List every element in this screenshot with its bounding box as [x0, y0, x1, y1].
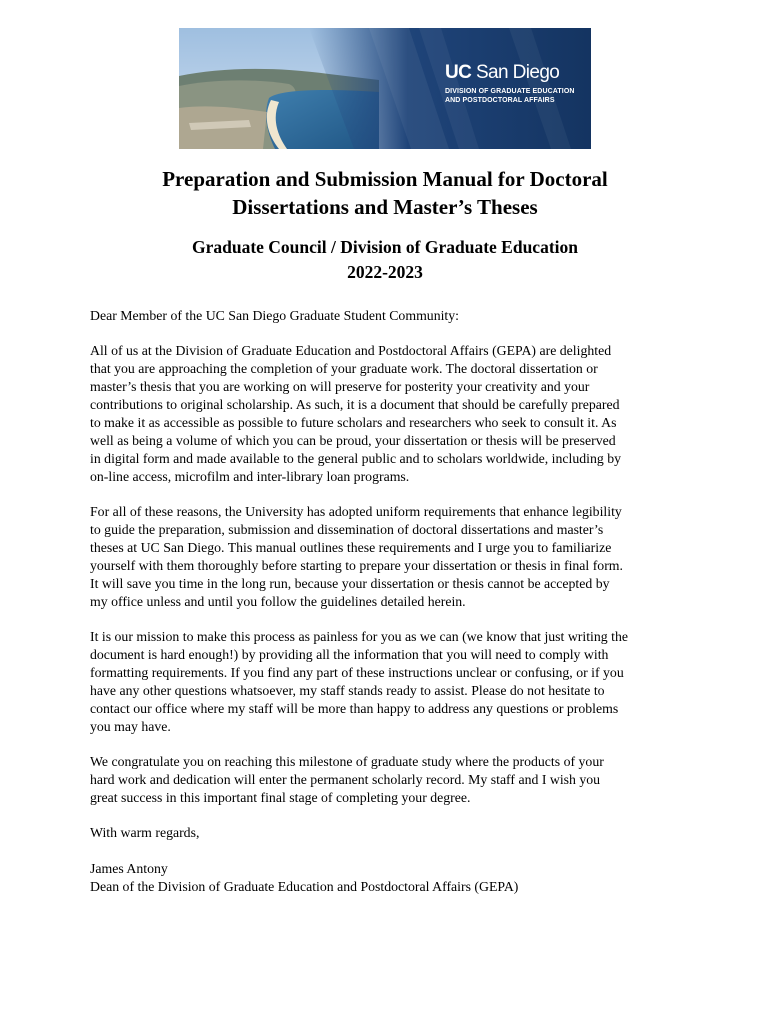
subtitle-line-1: Graduate Council / Division of Graduate Education	[191, 237, 578, 257]
letter-paragraph-4: We congratulate you on reaching this milestone of graduate study where the products of your hard work and dedication will enter the permanent scholarly record. My staff and I wish you great success in this important final stage of completing your degree.	[90, 754, 604, 805]
signer-name: James Antony	[90, 860, 168, 876]
title-line-1: Preparation and Submission Manual for Doctoral	[162, 167, 608, 191]
logo-san-diego: San Diego	[475, 62, 560, 83]
signer-title: Dean of the Division of Graduate Education and Postdoctoral Affairs (GEPA)	[90, 878, 519, 894]
header-banner	[179, 28, 591, 149]
division-line-1: DIVISION OF GRADUATE EDUCATION	[445, 88, 575, 95]
letter-body	[90, 307, 690, 895]
academic-year: 2022-2023	[347, 262, 423, 282]
logo-uc: UC	[445, 62, 472, 83]
letter-paragraph-1: All of us at the Division of Graduate Education and Postdoctoral Affairs (GEPA) are delighted that you are approaching the completion of your graduate work. The doctoral dissertation or master’s thesis that you are working on will preserve for posterity your creativity and your contributions to original scholarship. As such, it is a document that should be carefully prepared to make it as accessible as possible to future scholars and researchers who seek to consult it. As well as being a volume of which you can be proud, your dissertation or thesis will be preserved in digital form and made available to the general public and to scholars worldwide, including by on-line access, microfilm and inter-library loan programs.	[90, 343, 622, 484]
letter-paragraph-2: For all of these reasons, the University has adopted uniform requirements that enhance legibility to guide the preparation, submission and dissemination of doctoral dissertations and master’s theses at UC San Diego. This manual outlines these requirements and I urge you to familiarize yourself with them thoroughly before starting to prepare your dissertation or thesis in final form. It will save you time in the long run, because your dissertation or thesis cannot be accepted by my office unless and until you follow the guidelines detailed herein.	[90, 504, 623, 609]
uc-san-diego-logo	[445, 63, 575, 105]
title-line-2: Dissertations and Master’s Theses	[232, 195, 538, 219]
signature-block	[90, 860, 690, 896]
document-title	[0, 165, 770, 221]
division-line-2: AND POSTDOCTORAL AFFAIRS	[445, 97, 555, 104]
letter-closing: With warm regards,	[90, 825, 200, 841]
letter-greeting: Dear Member of the UC San Diego Graduate Student Community:	[90, 308, 459, 323]
division-name	[445, 87, 575, 105]
logo-wordmark	[445, 63, 575, 83]
letter-paragraph-3: It is our mission to make this process as painless for you as we can (we know that just writing the document is hard enough!) by providing all the information that you will need to comply with formatting requirements. If you find any part of these instructions unclear or confusing, or if you have any other questions whatsoever, my staff stands ready to assist. Please do not hesitate to contact our office where my staff will be more than happy to address any questions or problems you may have.	[90, 629, 628, 734]
document-subtitle	[0, 235, 770, 285]
